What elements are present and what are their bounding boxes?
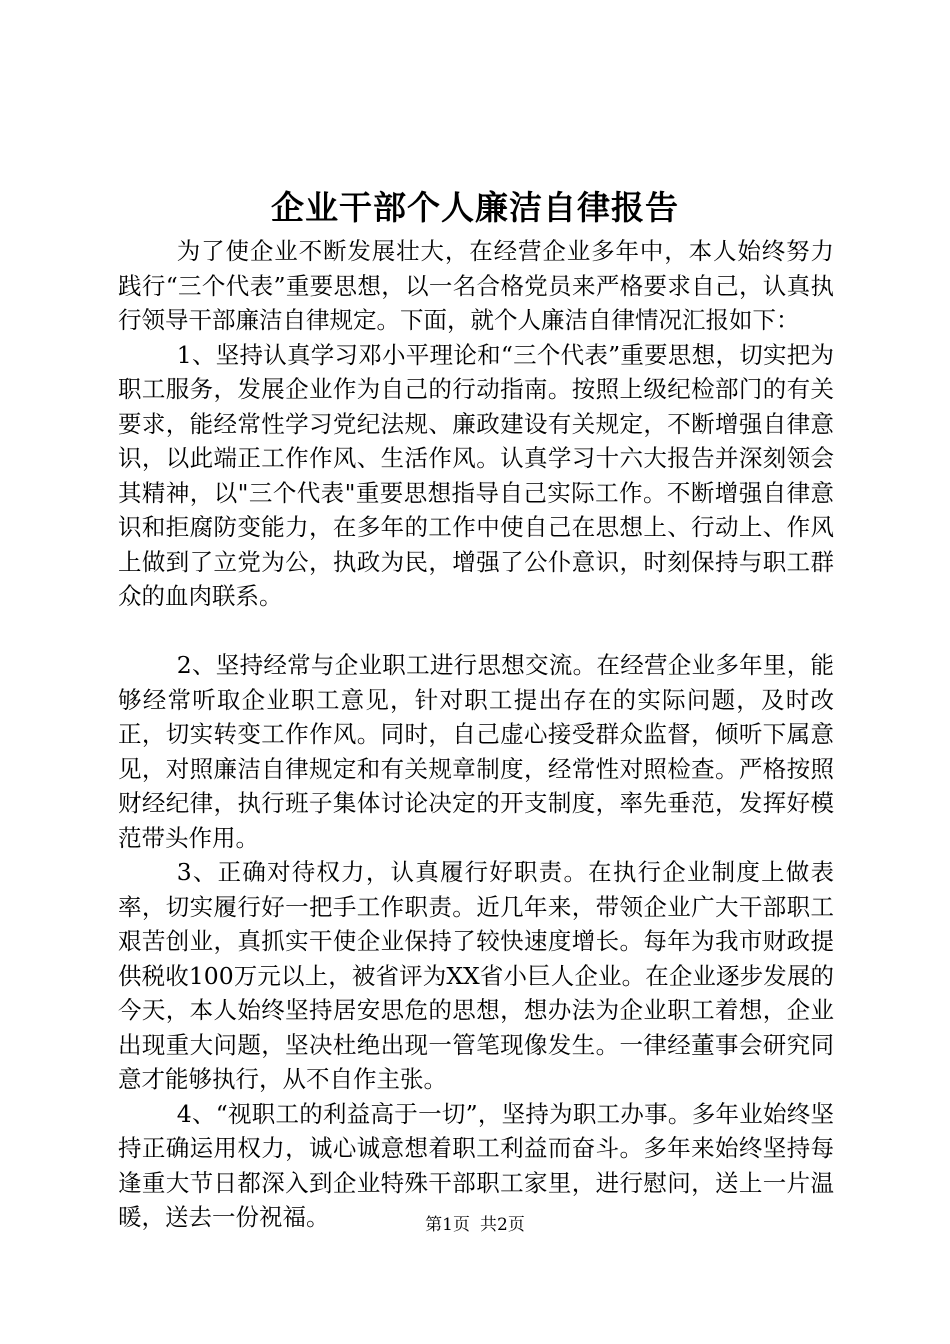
paragraph-intro: 为了使企业不断发展壮大，在经营企业多年中，本人始终努力践行“三个代表”重要思想，以一名合格党员来严格要求自己，认真执行领导干部廉洁自律规定。下面，就个人廉洁自律情况汇报如下： — [118, 237, 834, 334]
page-footer — [0, 1213, 950, 1237]
paragraph-item-3: 3、正确对待权力，认真履行好职责。在执行企业制度上做表率，切实履行好一把手工作职责。近几年来，带领企业广大干部职工艰苦创业，真抓实干使企业保持了较快速度增长。每年为我市财政提供税收100万元以上，被省评为XX省小巨人企业。在企业逐步发展的今天，本人始终坚持居安思危的思想，想办法为企业职工着想，企业出现重大问题，坚决杜绝出现一管笔现像发生。一律经董事会研究同意才能够执行，从不自作主张。 — [118, 858, 834, 1093]
document-title: 企业干部个人廉洁自律报告 — [271, 188, 679, 227]
document-body — [118, 234, 834, 1235]
page-number: 第1页 — [425, 1215, 470, 1235]
page-total: 共2页 — [480, 1215, 525, 1235]
paragraph-item-4: 4、“视职工的利益高于一切”，坚持为职工办事。多年业始终坚持正确运用权力，诚心诚意想着职工利益而奋斗。多年来始终坚持每逢重大节日都深入到企业特殊干部职工家里，进行慰问，送上一片温暖，送去一份祝福。 — [118, 1099, 834, 1231]
paragraph-item-1: 1、坚持认真学习邓小平理论和“三个代表”重要思想，切实把为职工服务，发展企业作为自己的行动指南。按照上级纪检部门的有关要求，能经常性学习党纪法规、廉政建设有关规定，不断增强自律意识，以此端正工作作风、生活作风。认真学习十六大报告并深刻领会其精神，以"三个代表"重要思想指导自己实际工作。不断增强自律意识和拒腐防变能力，在多年的工作中使自己在思想上、行动上、作风上做到了立党为公，执政为民，增强了公仆意识，时刻保持与职工群众的血肉联系。 — [118, 340, 834, 610]
paragraph-item-2: 2、坚持经常与企业职工进行思想交流。在经营企业多年里，能够经常听取企业职工意见，针对职工提出存在的实际问题，及时改正，切实转变工作作风。同时，自己虚心接受群众监督，倾听下属意见，对照廉洁自律规定和有关规章制度，经常性对照检查。严格按照财经纪律，执行班子集体讨论决定的开支制度，率先垂范，发挥好模范带头作用。 — [118, 651, 834, 852]
